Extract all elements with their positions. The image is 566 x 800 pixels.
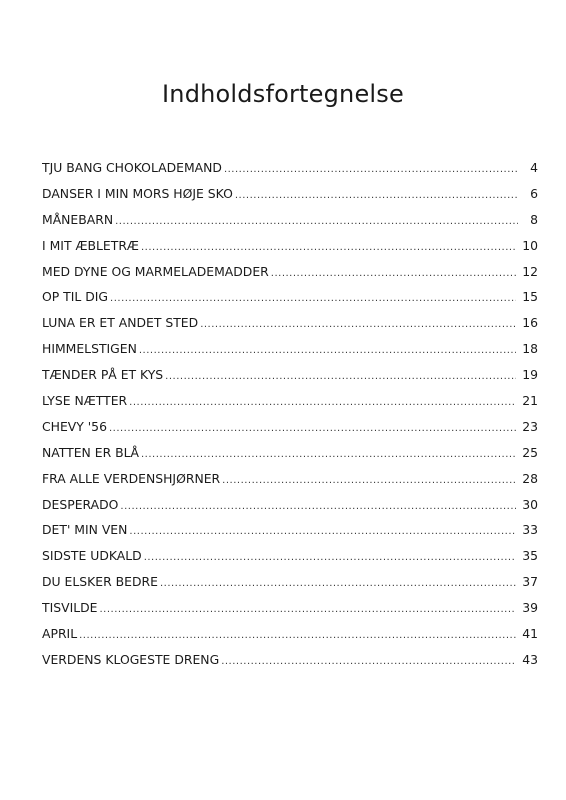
toc-entry-page-number: 25 — [522, 444, 538, 460]
toc-entry[interactable] — [42, 315, 538, 341]
toc-entry-page-number: 16 — [522, 315, 538, 331]
dot-leader — [109, 423, 516, 434]
dot-leader — [110, 293, 516, 304]
toc-entry-page-number: 4 — [530, 160, 538, 175]
toc-entry-title: HIMMELSTIGEN — [42, 341, 137, 357]
toc-entry[interactable] — [42, 393, 538, 419]
table-of-contents — [42, 160, 538, 678]
toc-entry-page-number: 41 — [522, 626, 538, 642]
toc-entry[interactable] — [42, 445, 538, 471]
dot-leader — [144, 552, 517, 563]
toc-entry[interactable] — [42, 600, 538, 626]
toc-entry[interactable] — [42, 497, 538, 523]
toc-entry-page-number: 28 — [522, 470, 538, 486]
toc-entry-title: DESPERADO — [42, 496, 119, 512]
toc-entry[interactable] — [42, 522, 538, 548]
dot-leader — [120, 501, 516, 512]
toc-entry[interactable] — [42, 160, 538, 186]
toc-entry-title: CHEVY '56 — [42, 418, 107, 434]
toc-entry[interactable] — [42, 652, 538, 678]
toc-entry-page-number: 18 — [522, 341, 538, 357]
dot-leader — [141, 449, 516, 460]
toc-entry-page-number: 43 — [522, 651, 538, 667]
toc-entry-title: LYSE NÆTTER — [42, 393, 128, 409]
dot-leader — [129, 526, 516, 537]
toc-entry-page-number: 10 — [522, 237, 538, 253]
toc-entry[interactable] — [42, 367, 538, 393]
toc-entry-title: DANSER I MIN MORS HØJE SKO — [42, 185, 233, 201]
dot-leader — [235, 190, 518, 201]
toc-entry-page-number: 23 — [522, 418, 538, 434]
dot-leader — [129, 397, 516, 408]
toc-entry-page-number: 35 — [522, 548, 538, 564]
toc-entry-page-number: 30 — [522, 496, 538, 512]
toc-entry-title: DET' MIN VEN — [42, 522, 128, 538]
toc-entry-page-number: 12 — [522, 263, 538, 279]
toc-entry[interactable] — [42, 341, 538, 367]
dot-leader — [224, 164, 518, 175]
toc-entry[interactable] — [42, 264, 538, 290]
toc-entry-title: DU ELSKER BEDRE — [42, 574, 158, 590]
toc-entry-page-number: 39 — [522, 600, 538, 616]
toc-entry[interactable] — [42, 574, 538, 600]
toc-entry-page-number: 37 — [522, 574, 538, 590]
toc-entry-title: APRIL — [42, 626, 78, 642]
toc-entry-title: I MIT ÆBLETRÆ — [42, 237, 139, 253]
dot-leader — [165, 371, 516, 382]
dot-leader — [141, 242, 516, 253]
dot-leader — [79, 630, 516, 641]
toc-entry-page-number: 8 — [530, 211, 538, 227]
toc-entry-title: MÅNEBARN — [42, 211, 114, 227]
dot-leader — [100, 604, 517, 615]
dot-leader — [221, 656, 516, 667]
dot-leader — [200, 319, 516, 330]
toc-entry[interactable] — [42, 548, 538, 574]
toc-entry-title: OP TIL DIG — [42, 289, 109, 305]
toc-entry[interactable] — [42, 186, 538, 212]
toc-entry[interactable] — [42, 238, 538, 264]
toc-entry-title: MED DYNE OG MARMELADEMADDER — [42, 263, 269, 279]
toc-entry[interactable] — [42, 289, 538, 315]
dot-leader — [271, 268, 516, 279]
toc-entry[interactable] — [42, 471, 538, 497]
toc-entry-title: TJU BANG CHOKOLADEMAND — [42, 160, 222, 175]
toc-entry-title: VERDENS KLOGESTE DRENG — [42, 651, 220, 667]
dot-leader — [222, 475, 516, 486]
toc-entry-title: TÆNDER PÅ ET KYS — [42, 367, 164, 383]
toc-entry-page-number: 19 — [522, 367, 538, 383]
toc-entry-page-number: 21 — [522, 393, 538, 409]
dot-leader — [139, 345, 516, 356]
dot-leader — [160, 578, 516, 589]
toc-entry-title: NATTEN ER BLÅ — [42, 444, 139, 460]
page-title: Indholdsfortegnelse — [162, 80, 404, 108]
toc-entry-title: LUNA ER ET ANDET STED — [42, 315, 199, 331]
toc-entry-title: TISVILDE — [42, 600, 98, 616]
dot-leader — [115, 216, 518, 227]
toc-entry[interactable] — [42, 419, 538, 445]
toc-entry-page-number: 15 — [522, 289, 538, 305]
toc-entry-title: FRA ALLE VERDENSHJØRNER — [42, 470, 221, 486]
toc-entry-page-number: 33 — [522, 522, 538, 538]
toc-entry-title: SIDSTE UDKALD — [42, 548, 142, 564]
toc-entry-page-number: 6 — [530, 185, 538, 201]
toc-entry[interactable] — [42, 626, 538, 652]
toc-entry[interactable] — [42, 212, 538, 238]
